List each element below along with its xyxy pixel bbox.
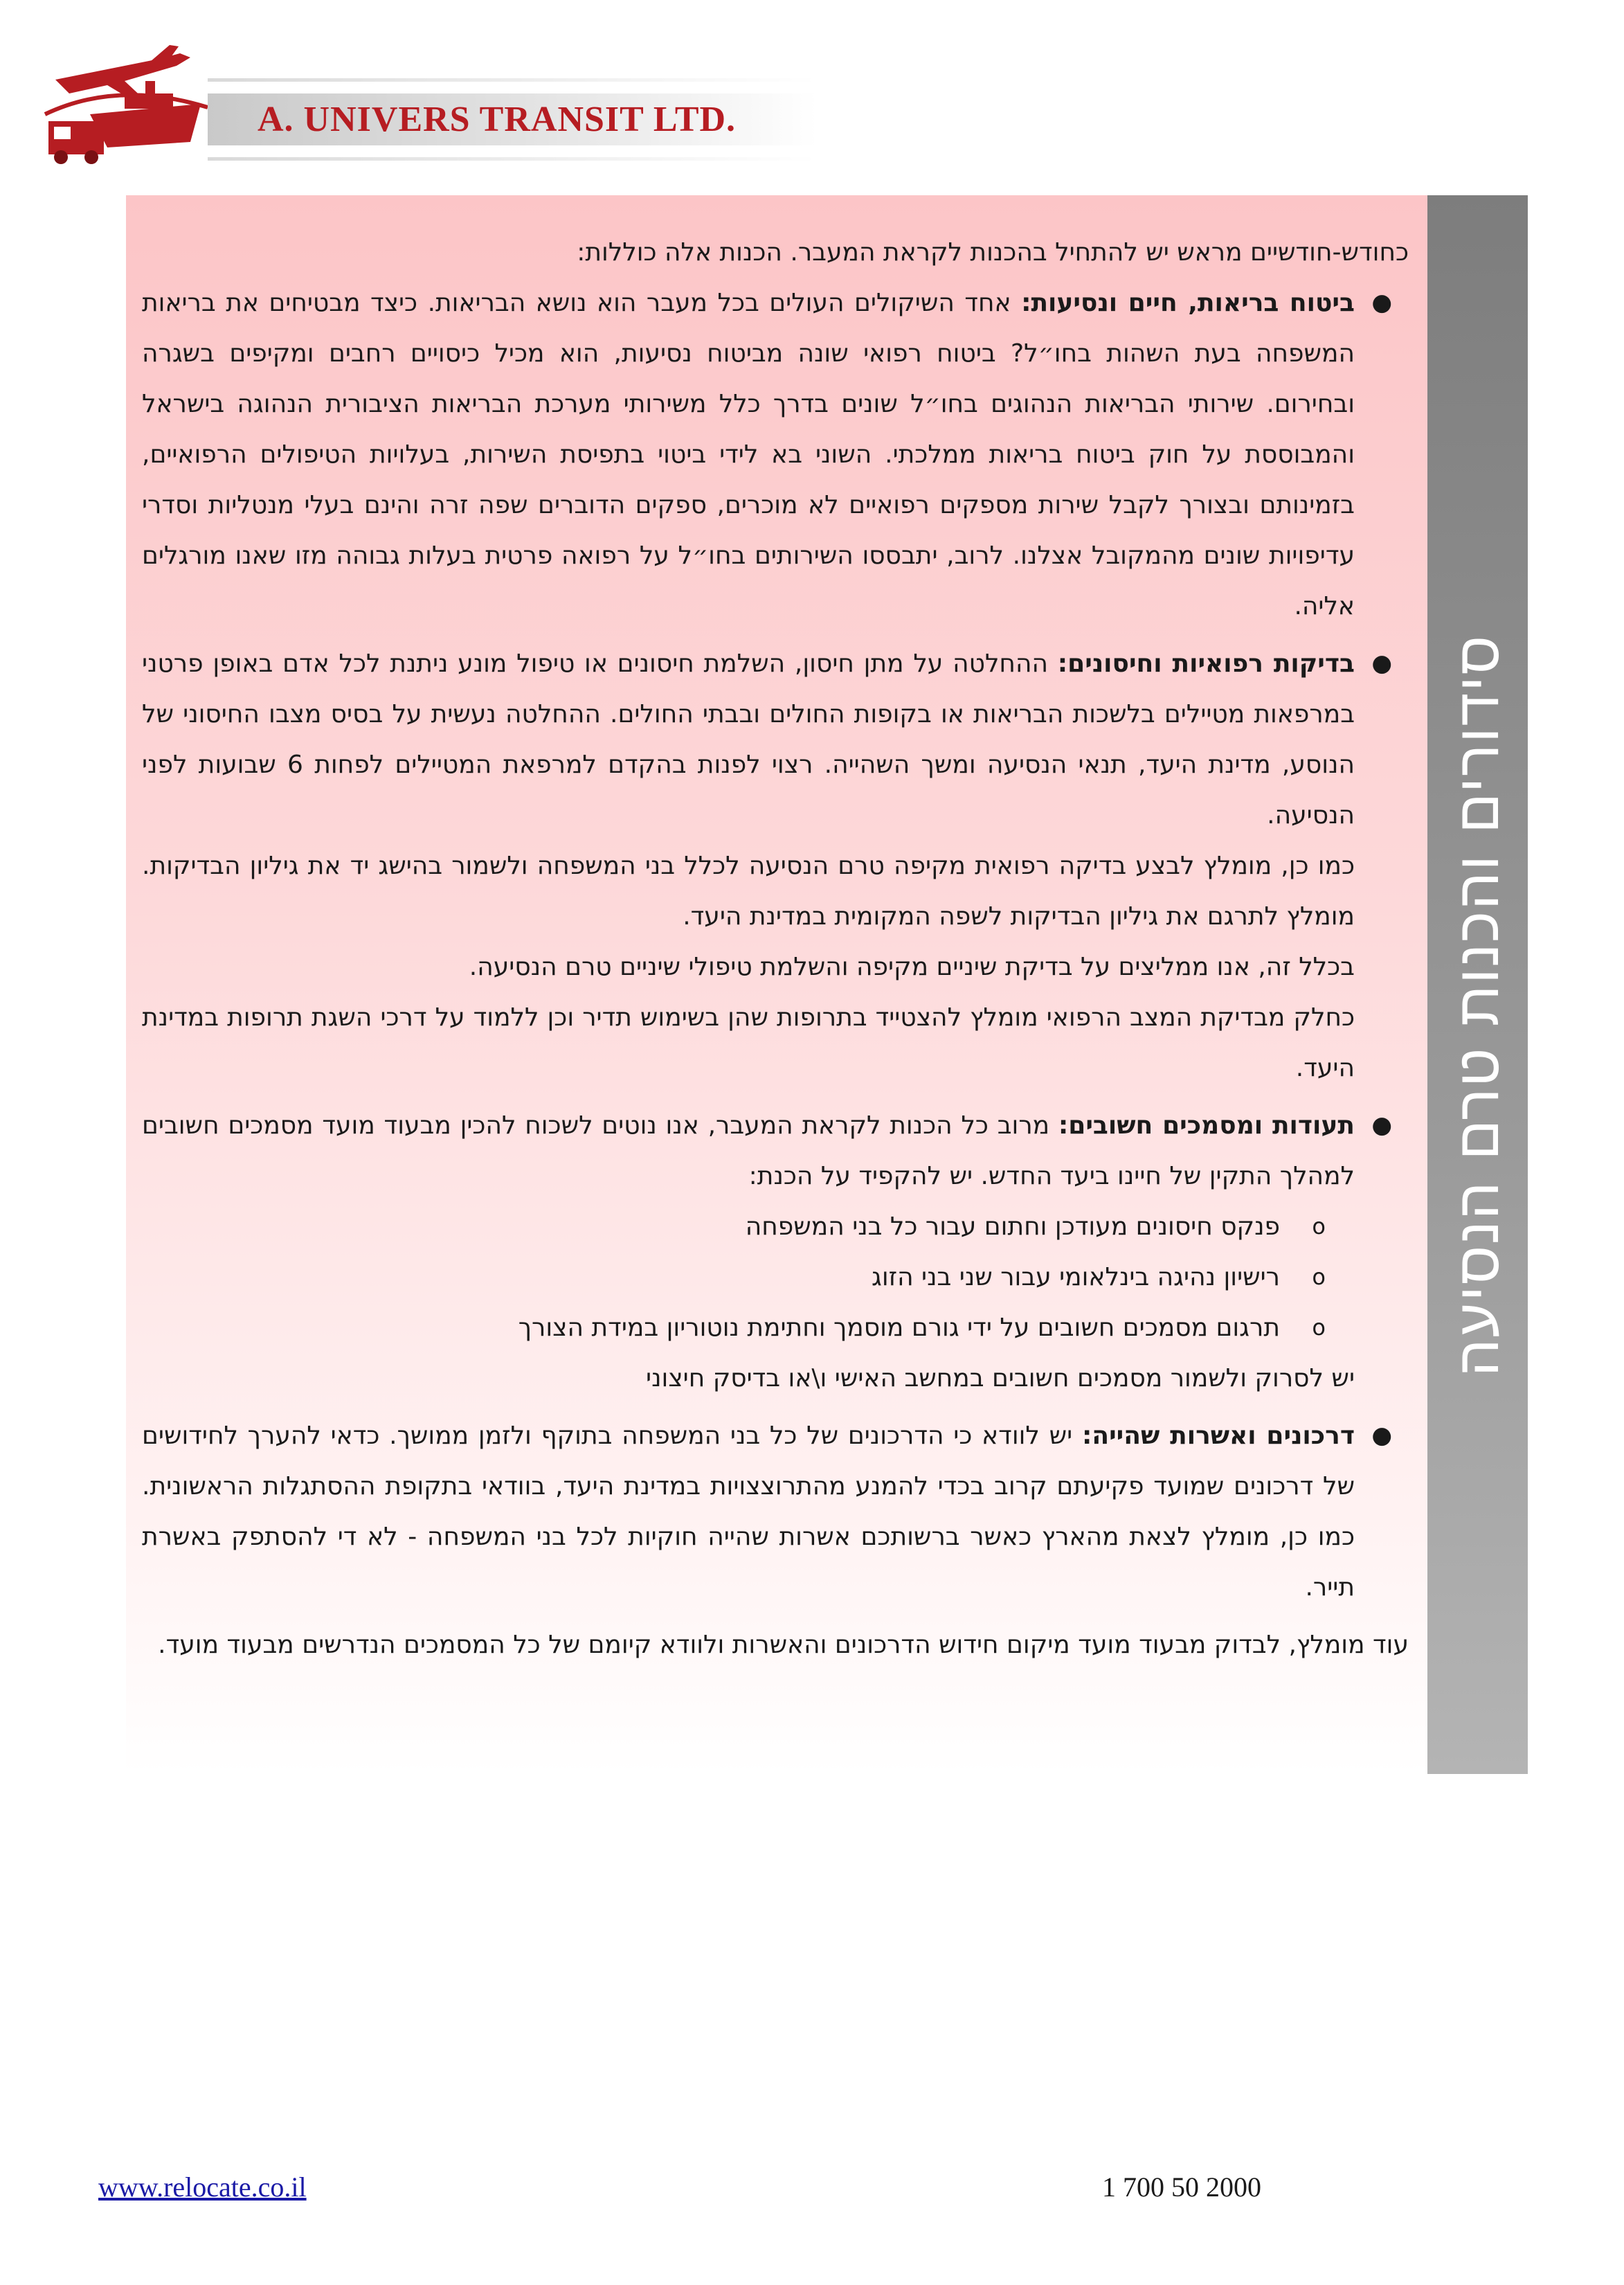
phone-number: 1 700 50 2000 xyxy=(1102,2171,1261,2203)
documents-sublist xyxy=(142,1201,1355,1353)
documents-note: יש לסרוק ולשמור מסמכים חשובים במחשב האישי ו\או בדיסק חיצוני xyxy=(646,1364,1355,1392)
bullet-icon: ● xyxy=(1371,1111,1392,1139)
section-heading: בדיקות רפואיות וחיסונים: xyxy=(1057,649,1355,678)
section-text: יש לוודא כי הדרכונים של כל בני המשפחה בתוקף ולזמן ממושך. כדאי להערך לחידושים של דרכונים שמועד פקיעתם קרוב בכדי להמנע מהתרוצצויות במדינת היעד, בוודאי בתקופת ההסתגלות הראשונית. כמו כן, מומלץ לצאת מהארץ כאשר ברשותכם אשרות שהייה חוקיות לכל בני המשפחה - לא די להסתפק באשרת תייר. xyxy=(142,1422,1355,1602)
list-item-text: תרגום מסמכים חשובים על ידי גורם מוסמך וחתימת נוטוריון במידת הצורך xyxy=(518,1314,1280,1342)
main-content xyxy=(142,227,1409,1670)
bullet-list xyxy=(142,278,1409,1613)
list-item xyxy=(142,1252,1355,1302)
bullet-icon: ● xyxy=(1371,1422,1392,1449)
section-text: כמו כן, מומלץ לבצע בדיקה רפואית מקיפה טרם הנסיעה לכלל בני המשפחה ולשמור בהישג יד את גיליון הבדיקות. מומלץ לתרגם את גיליון הבדיקות לשפה המקומית במדינת היעד. xyxy=(142,852,1355,931)
website-link[interactable]: www.relocate.co.il xyxy=(98,2171,307,2203)
circle-bullet-icon: o xyxy=(1312,1314,1326,1341)
intro-text: כחודש-חודשיים מראש יש להתחיל בהכנות לקראת המעבר. הכנות אלה כוללות: xyxy=(577,238,1409,267)
section-heading: תעודות ומסמכים חשובים: xyxy=(1058,1111,1355,1140)
list-item-text: רישיון נהיגה בינלאומי עבור שני בני הזוג xyxy=(871,1263,1280,1291)
outro-text: עוד מומלץ, לבדוק מבעוד מועד מיקום חידוש הדרכונים והאשרות ולוודא קיומם של כל המסמכים הנדרשים מבעוד מועד. xyxy=(158,1631,1409,1659)
section-text: כחלק מבדיקת המצב הרפואי מומלץ להצטייד בתרופות שהן בשימוש תדיר וכן ללמוד על דרכי השגת תרופות במדינת היעד. xyxy=(142,1003,1355,1082)
circle-bullet-icon: o xyxy=(1312,1264,1326,1290)
section-documents xyxy=(142,1100,1409,1404)
bullet-icon: ● xyxy=(1371,649,1392,677)
sidebar-title: סידורים והכנות טרם הנסיעה xyxy=(1443,634,1513,1377)
logo-divider-top xyxy=(208,78,817,82)
section-heading: דרכונים ואשרות שהייה: xyxy=(1081,1422,1355,1450)
section-health-insurance xyxy=(142,278,1409,631)
transport-logo-icon xyxy=(42,38,215,170)
list-item xyxy=(142,1201,1355,1252)
bullet-icon: ● xyxy=(1371,289,1392,316)
section-text: אחד השיקולים העולים בכל מעבר הוא נושא הבריאות. כיצד מבטיחים את בריאות המשפחה בעת השהות בחו״ל? ביטוח רפואי שונה מביטוח נסיעות, הוא מכיל כיסויים רחבים ומקיפים בשגרה ובחירום. שירותי הבריאות הנהוגים בחו״ל שונים בדרך כלל משירותי מערכת הבריאות הציבורית הנהוגה בישראל והמבוססת על חוק ביטוח בריאות ממלכתי. השוני בא לידי ביטוי בתפיסת השירות, בעלויות הטיפולים הרפואיים, בזמינותם ובצורך לקבל שירות מספקים רפואיים לא מוכרים, ספקים הדוברים שפה זרה והינם בעלי מנטליות וסדרי עדיפויות שונים מהמקובל אצלנו. לרוב, יתבססו השירותים בחו״ל על רפואה פרטית בעלות גבוהה מזו שאנו מורגלים אליה. xyxy=(142,289,1355,620)
section-text: מרוב כל הכנות לקראת המעבר, אנו נוטים לשכוח להכין מבעוד מועד מסמכים חשובים למהלך התקין של חיינו ביעד החדש. יש להקפיד על הכנת: xyxy=(142,1111,1355,1190)
section-heading: ביטוח בריאות, חיים ונסיעות: xyxy=(1021,289,1355,317)
company-logo xyxy=(42,38,824,170)
logo-divider-bottom xyxy=(208,157,817,161)
section-text: ההחלטה על מתן חיסון, השלמת חיסונים או טיפול מונע ניתנת לכל אדם באופן פרטני במרפאות מטיילים בלשכות הבריאות או בקופות החולים ובבתי החולים. ההחלטה נעשית על בסיס מצבו החיסוני של הנוסע, מדינת היעד, תנאי הנסיעה ומשך השהייה. רצוי לפנות בהקדם למרפאת המטיילים לפחות 6 שבועות לפני הנסיעה. xyxy=(142,649,1355,830)
list-item xyxy=(142,1302,1355,1353)
circle-bullet-icon: o xyxy=(1312,1213,1326,1239)
company-name: A. UNIVERS TRANSIT LTD. xyxy=(258,100,737,139)
section-medical-checks xyxy=(142,638,1409,1093)
section-text: בכלל זה, אנו ממליצים על בדיקת שיניים מקיפה והשלמת טיפולי שיניים טרם הנסיעה. xyxy=(469,953,1355,981)
sidebar xyxy=(1427,195,1528,1774)
list-item-text: פנקס חיסונים מעודכן וחתום עבור כל בני המשפחה xyxy=(745,1212,1280,1241)
section-passports-visas xyxy=(142,1410,1409,1613)
